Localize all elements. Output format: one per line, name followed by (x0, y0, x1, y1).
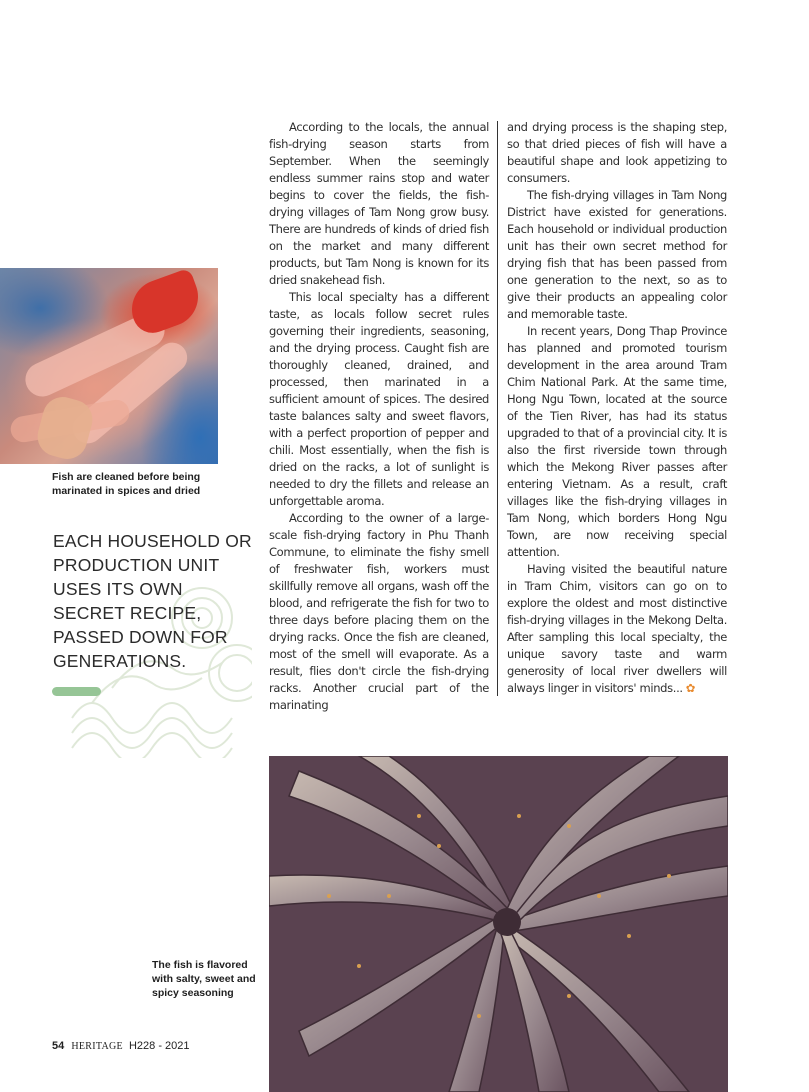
column-divider (497, 121, 498, 696)
page-footer (52, 1040, 190, 1052)
magazine-name: HERITAGE (71, 1041, 123, 1052)
paragraph-text: Having visited the beautiful nature in Tram Chim, visitors can go on to explore the oldest and most distinctive fish-drying villages in the Mekong Delta. After sampling this local specialty, the unique savory taste and warm generosity of local river dwellers will always linger in visitors' minds... (507, 562, 727, 695)
photo-dried-fish (269, 756, 728, 1092)
accent-bar (52, 687, 101, 696)
paragraph: The fish-drying villages in Tam Nong District have existed for generations. Each household or individual production unit has their own secret method for drying fish that has been passed from one generation to the next, so as to give their products an appealing color and memorable taste. (507, 188, 727, 321)
paragraph-continuation: and drying process is the shaping step, so that dried pieces of fish will have a beautiful shape and look appetizing to consumers. (507, 120, 727, 185)
article-column-right (507, 119, 727, 697)
page-number: 54 (52, 1040, 65, 1052)
article-column-left (269, 119, 489, 714)
paragraph: This local specialty has a different taste, as locals follow secret rules governing their ingredients, seasoning, and the drying process. Caught fish are thoroughly cleaned, drained, and processed, then marinated in a sufficient amount of spices. The desired taste balances salty and sweet flavors, with a perfect proportion of pepper and chili. Most essentially, when the fish is dried on the racks, a lot of sunlight is needed to dry the fillets and release an unforgettable aroma. (269, 290, 489, 508)
dried-fish-illustration (269, 756, 728, 1092)
caption-top-photo: Fish are cleaned before being marinated in spices and dried (52, 471, 201, 497)
paragraph: In recent years, Dong Thap Province has planned and promoted tourism development in the area around Tram Chim National Park. At the same time, Hong Ngu Town, located at the source of the Tien River, has had its status upgraded to that of a provincial city. It is also the first riverside town through which the Mekong River passes after entering Vietnam. As a result, craft villages like the fish-drying villages in Tam Nong, which borders Hong Ngu Town, are now receiving special attention. (507, 324, 727, 559)
paragraph-last (507, 561, 727, 697)
caption-bottom-photo: The fish is flavored with salty, sweet and spicy seasoning (152, 959, 256, 999)
lotus-end-icon: ✿ (685, 681, 695, 695)
photo-cleaning-fish (0, 268, 218, 464)
paragraph: According to the locals, the annual fish-drying season starts from September. When the seemingly endless summer rains stop and water begins to cover the fields, the fish-drying villages of Tam Nong grow busy. There are hundreds of kinds of dried fish on the market and many different products, but Tam Nong is known for its dried snakehead fish. (269, 120, 489, 287)
paragraph: According to the owner of a large-scale fish-drying factory in Phu Thanh Commune, to eliminate the fishy smell of freshwater fish, workers must skillfully remove all organs, wash off the blood, and refrigerate the fish for two to three days before placing them on the drying racks. Once the fish are cleaned, most of the smell will evaporate. As a result, flies don't circle the fish-drying racks. Another crucial part of the marinating (269, 511, 489, 712)
pull-quote: EACH HOUSEHOLD OR PRODUCTION UNIT USES ITS OWN SECRET RECIPE, PASSED DOWN FOR GENERATIONS. (53, 531, 252, 671)
issue-label: H228 - 2021 (128, 1040, 190, 1052)
